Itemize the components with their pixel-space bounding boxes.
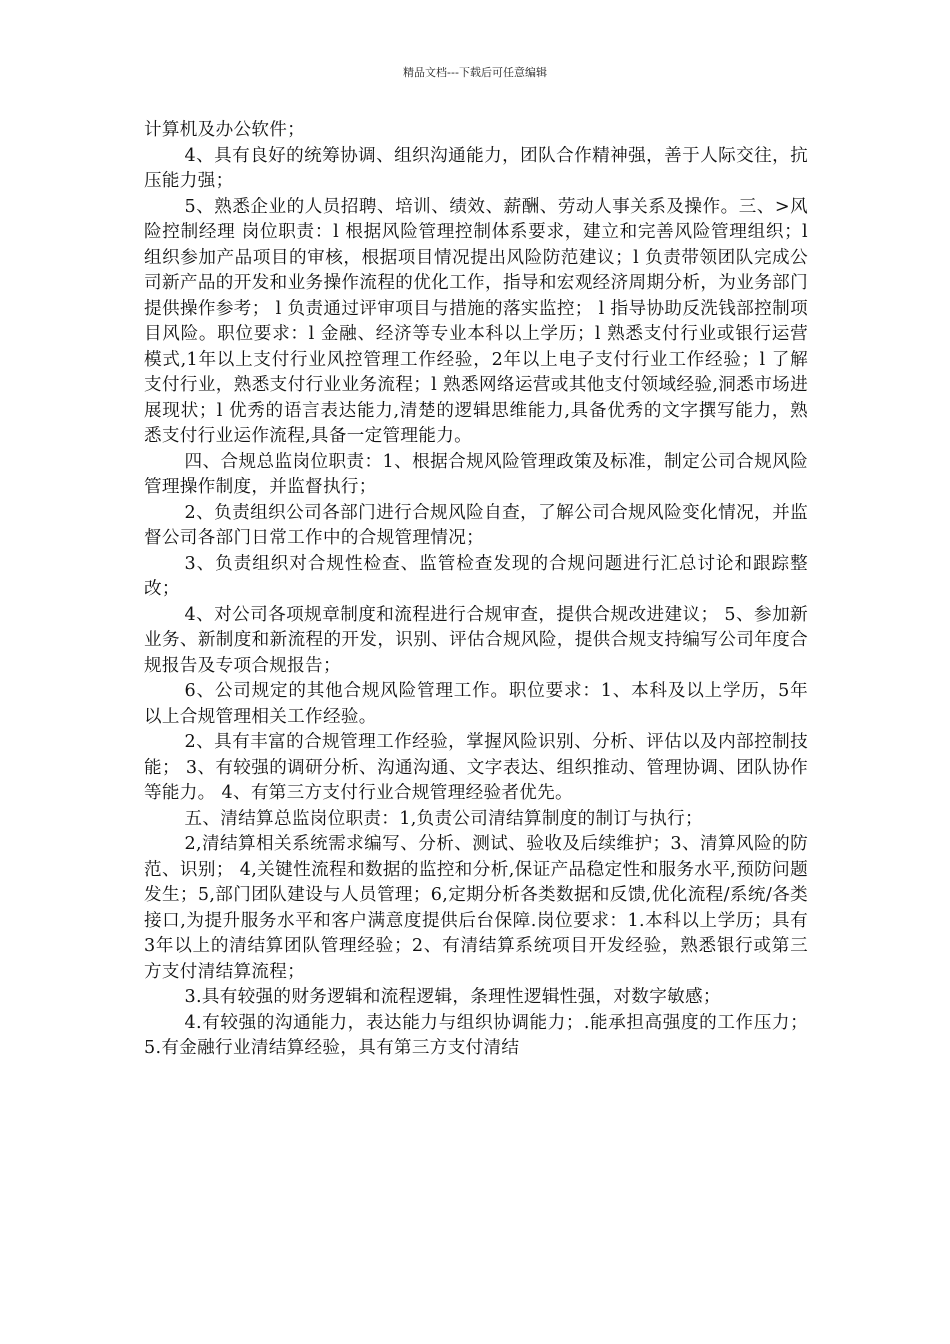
paragraph: 6、公司规定的其他合规风险管理工作。职位要求：1、本科及以上学历，5年以上合规管理相关工作经验。	[144, 681, 808, 727]
paragraph: 4、具有良好的统筹协调、组织沟通能力，团队合作精神强，善于人际交往，抗压能力强；	[144, 145, 808, 191]
paragraph: 3、负责组织对合规性检查、监管检查发现的合规问题进行汇总讨论和跟踪整改；	[144, 553, 808, 599]
paragraph: 5、熟悉企业的人员招聘、培训、绩效、薪酬、劳动人事关系及操作。三、>风险控制经理 岗位职责：l 根据风险管理控制体系要求，建立和完善风险管理组织；l 组织参加产品项目的审核，根据项目情况提出风险防范建议；l 负责带领团队完成公司新产品的开发和业务操作流程的优化工作，指导和宏观经济周期分析，为业务部门提供操作参考； l 负责通过评审项目与措施的落实监控； l 指导协助反洗钱部控制项目风险。职位要求：l 金融、经济等专业本科以上学历；l 熟悉支付行业或银行运营模式,1年以上支付行业风控管理工作经验，2年以上电子支付行业工作经验；l 了解支付行业，熟悉支付行业业务流程；l 熟悉网络运营或其他支付领域经验,洞悉市场进展现状；l 优秀的语言表达能力,清楚的逻辑思维能力,具备优秀的文字撰写能力，熟悉支付行业运作流程,具备一定管理能力。	[144, 196, 808, 446]
paragraph: 四、合规总监岗位职责：1、根据合规风险管理政策及标准，制定公司合规风险管理操作制度，并监督执行；	[144, 451, 808, 497]
document-body	[144, 118, 808, 1062]
paragraph: 五、清结算总监岗位职责：1,负责公司清结算制度的制订与执行；	[184, 808, 703, 829]
paragraph: 3.具有较强的财务逻辑和流程逻辑，条理性逻辑性强，对数字敏感；	[184, 987, 721, 1007]
paragraph: 2,清结算相关系统需求编写、分析、测试、验收及后续维护；3、清算风险的防范、识别； 4,关键性流程和数据的监控和分析,保证产品稳定性和服务水平,预防问题发生；5,部门团队建设与人员管理；6,定期分析各类数据和反馈,优化流程/系统/各类接口,为提升服务水平和客户满意度提供后台保障.岗位要求：1.本科以上学历；具有3年以上的清结算团队管理经验；2、有清结算系统项目开发经验，熟悉银行或第三方支付清结算流程；	[144, 834, 808, 982]
paragraph: 2、负责组织公司各部门进行合规风险自查，了解公司合规风险变化情况，并监督公司各部门日常工作中的合规管理情况；	[144, 502, 808, 548]
page-header: 精品文档---下载后可任意编辑	[403, 66, 547, 79]
paragraph: 4.有较强的沟通能力，表达能力与组织协调能力；.能承担高强度的工作压力； 5.有金融行业清结算经验，具有第三方支付清结	[144, 1012, 808, 1058]
paragraph: 4、对公司各项规章制度和流程进行合规审查，提供合规改进建议； 5、参加新业务、新制度和新流程的开发，识别、评估合规风险，提供合规支持编写公司年度合规报告及专项合规报告；	[144, 604, 808, 676]
paragraph: 2、具有丰富的合规管理工作经验，掌握风险识别、分析、评估以及内部控制技能； 3、有较强的调研分析、沟通沟通、文字表达、组织推动、管理协调、团队协作等能力。 4、有第三方支付行业合规管理经验者优先。	[144, 732, 808, 803]
paragraph: 计算机及办公软件；	[144, 120, 306, 140]
